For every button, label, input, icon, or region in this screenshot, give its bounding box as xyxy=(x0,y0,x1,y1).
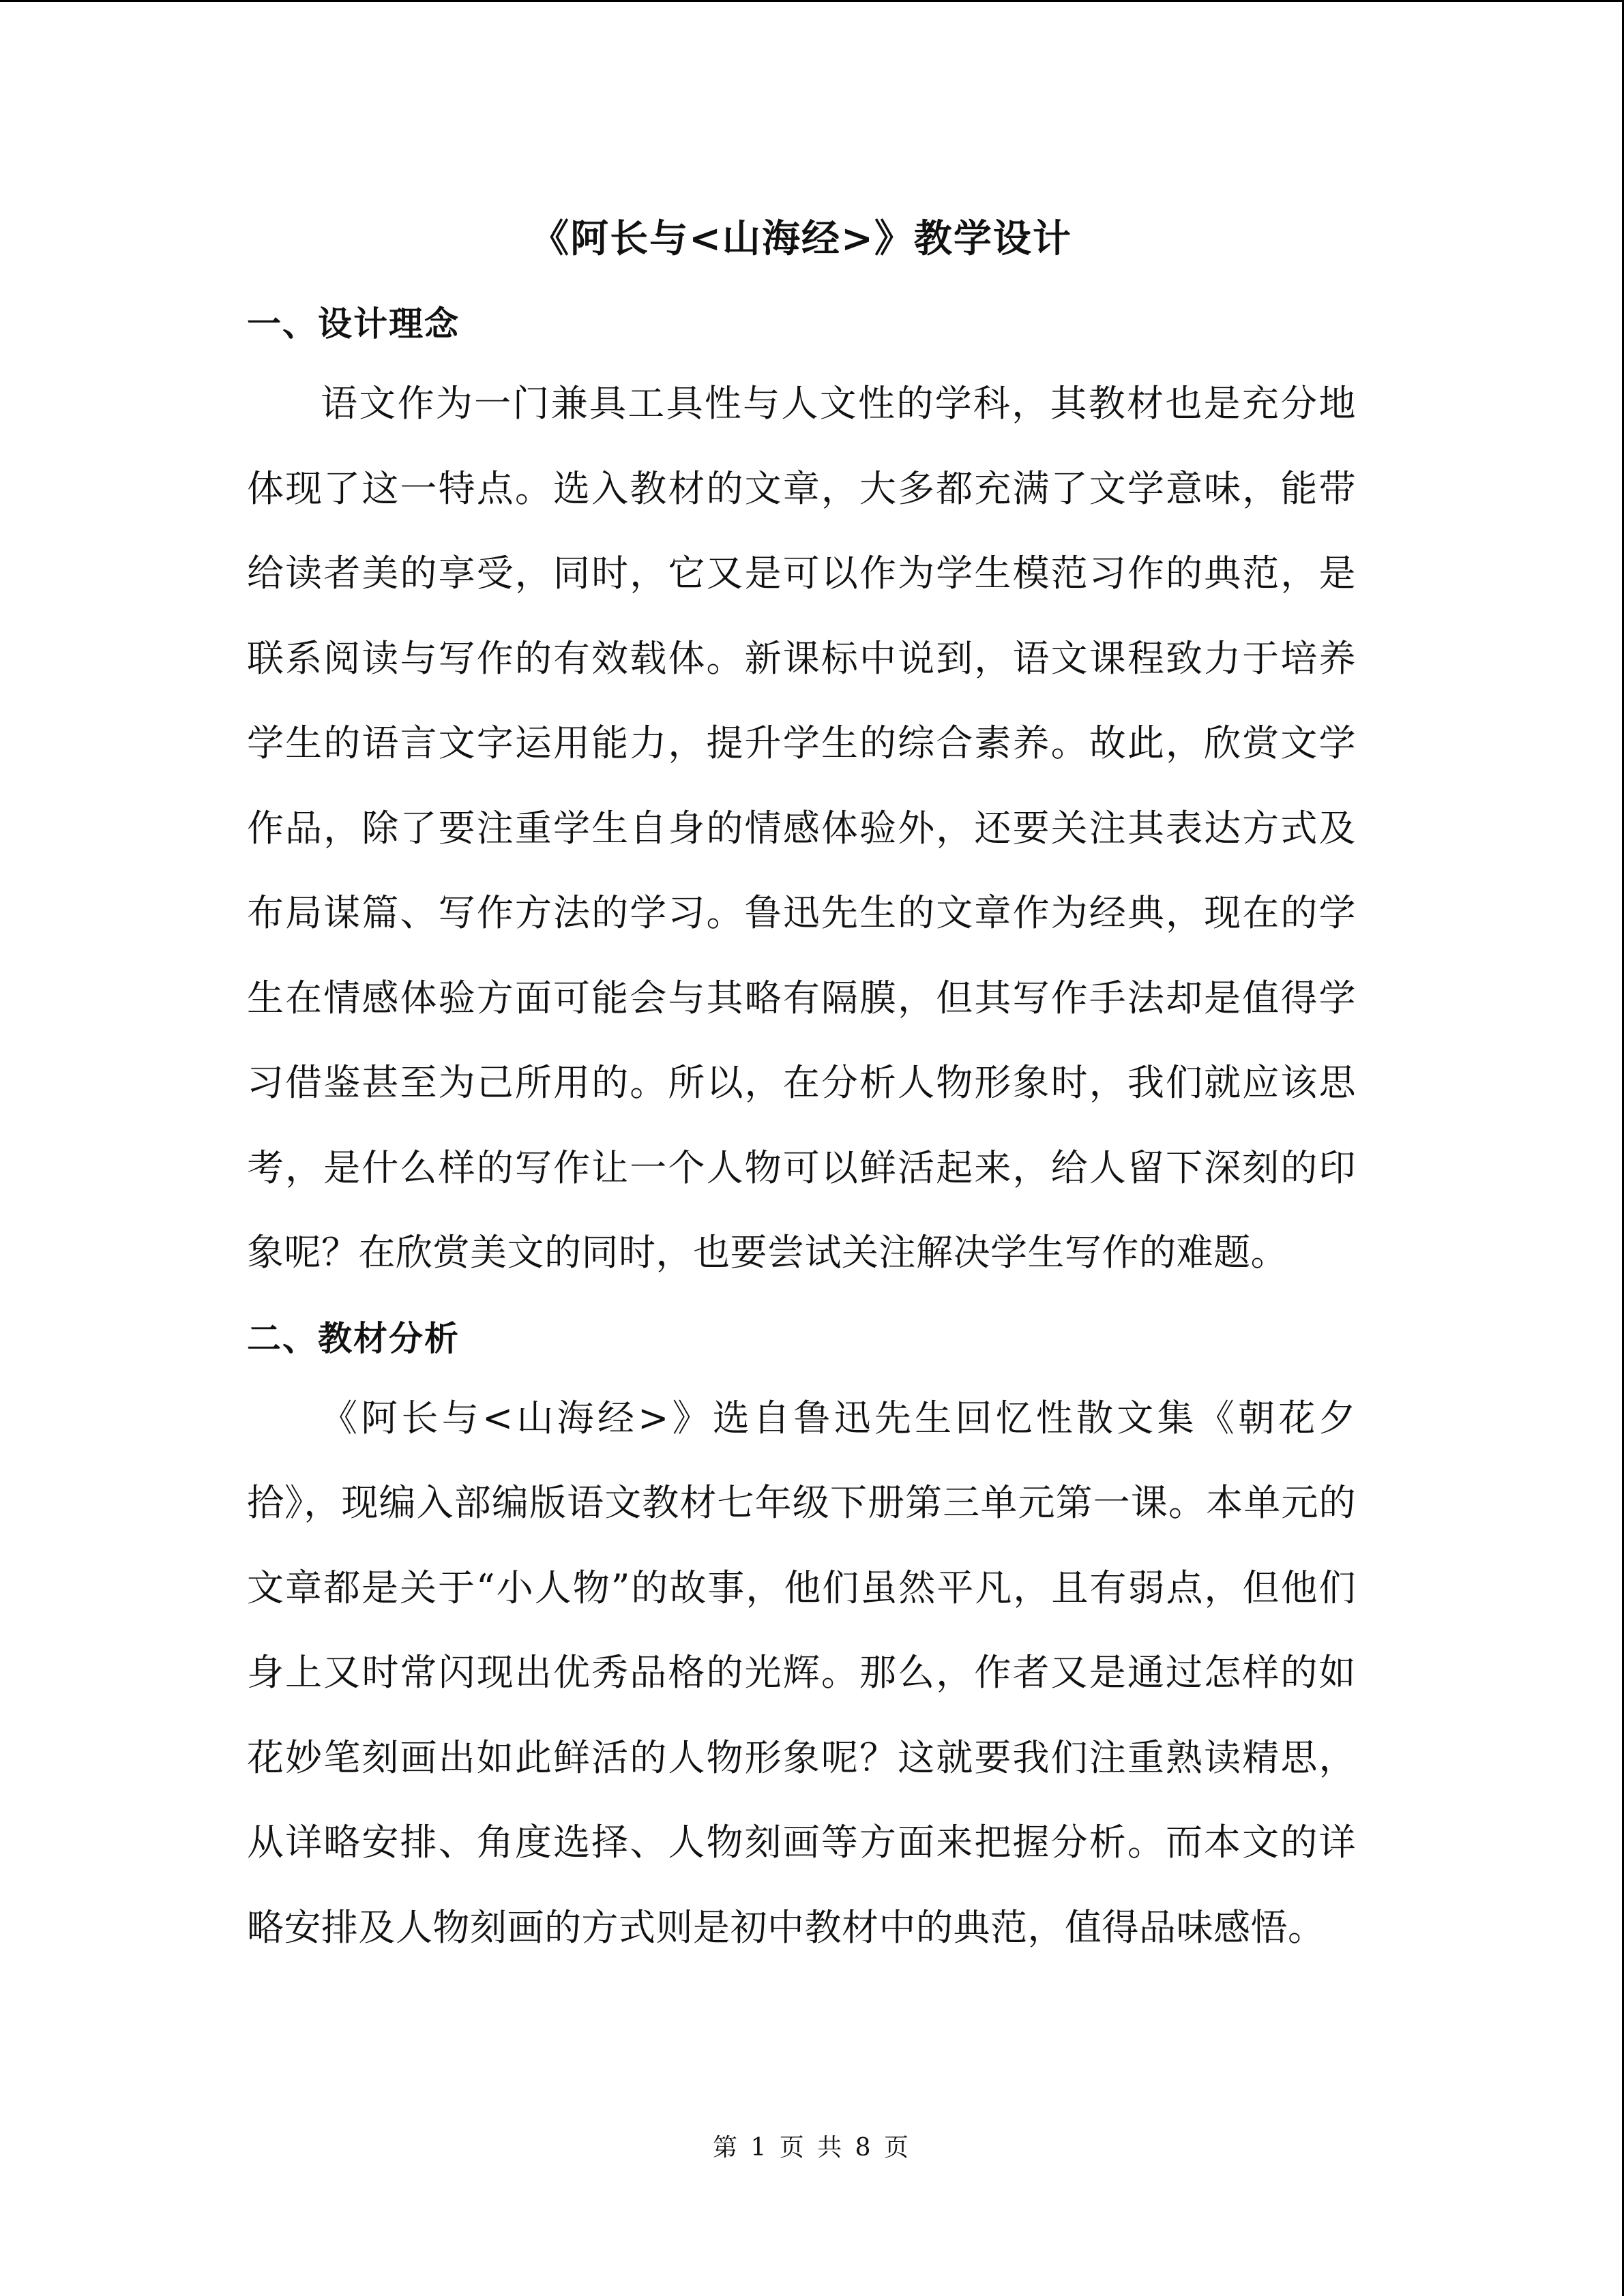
section-textbook-analysis xyxy=(247,1301,1356,1971)
section-design-concept xyxy=(247,286,1356,1296)
section-paragraph: 语文作为一门兼具工具性与人文性的学科，其教材也是充分地体现了这一特点。选入教材的文章，大多都充满了文学意味，能带给读者美的享受，同时，它又是可以作为学生模范习作的典范，是联系阅读与写作的有效载体。新课标中说到，语文课程致力于培养学生的语言文字运用能力，提升学生的综合素养。故此，欣赏文学作品，除了要注重学生自身的情感体验外，还要关注其表达方式及布局谋篇、写作方法的学习。鲁迅先生的文章作为经典，现在的学生在情感体验方面可能会与其略有隔膜，但其写作手法却是值得学习借鉴甚至为己所用的。所以，在分析人物形象时，我们就应该思考，是什么样的写作让一个人物可以鲜活起来，给人留下深刻的印象呢？在欣赏美文的同时，也要尝试关注解决学生写作的难题。 xyxy=(247,382,1356,1274)
section-heading: 二、教材分析 xyxy=(247,1318,460,1358)
section-paragraph: 《阿长与<山海经>》选自鲁迅先生回忆性散文集《朝花夕拾》，现编入部编版语文教材七年级下册第三单元第一课。本单元的文章都是关于“小人物”的故事，他们虽然平凡，且有弱点，但他们身上又时常闪现出优秀品格的光辉。那么，作者又是通过怎样的如花妙笔刻画出如此鲜活的人物形象呢？这就要我们注重熟读精思，从详略安排、角度选择、人物刻画等方面来把握分析。而本文的详略安排及人物刻画的方式则是初中教材中的典范，值得品味感悟。 xyxy=(247,1396,1356,1949)
page-number-footer: 第 1 页 共 8 页 xyxy=(712,2134,912,2162)
document-title: 《阿长与<山海经>》教学设计 xyxy=(531,216,1072,261)
document-body xyxy=(247,205,1356,1976)
page-border-top xyxy=(0,0,1624,2)
section-heading: 一、设计理念 xyxy=(247,304,460,344)
